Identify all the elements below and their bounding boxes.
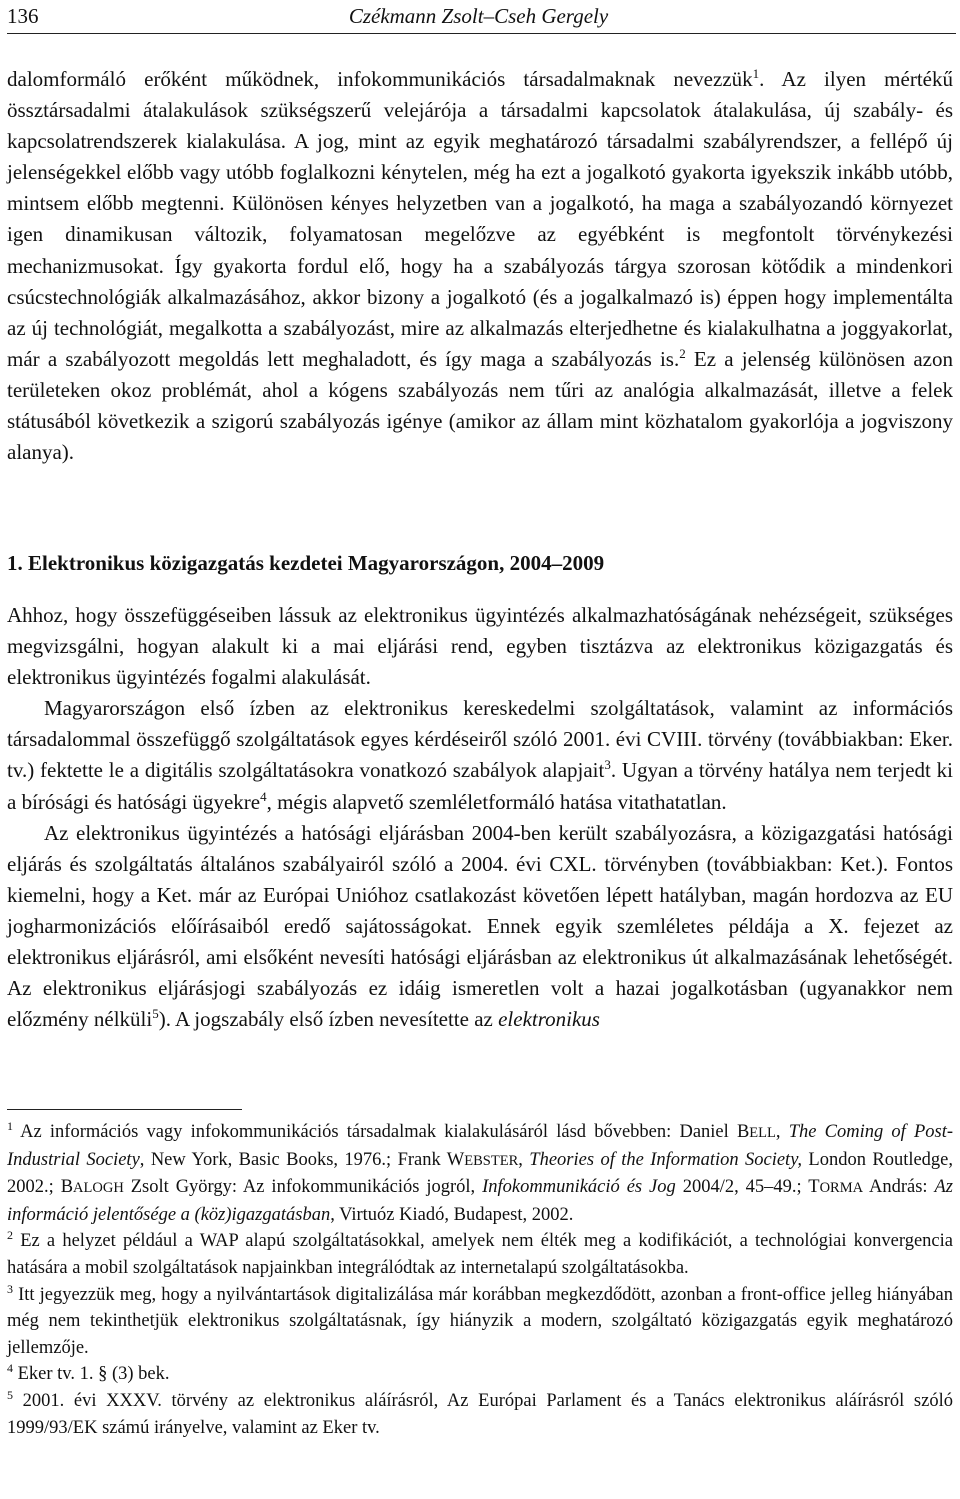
paragraph-3 [7,693,953,817]
footnote-2 [7,1228,953,1281]
footnote-2-number: 2 [7,1228,13,1243]
paragraph-4 [7,818,953,1036]
paragraph-1 [7,64,953,468]
running-title: Czékmann Zsolt–Cseh Gergely [348,4,609,28]
paragraph-1-text-b: . Az ilyen mértékű össztársadalmi átalakulások szükségszerű velejárója a társadalmi kapcsolatok átalakulása, új szabály- és kapcsolatrendszerek kialakulása. A jog, mint az egyik meghatározó társadalmi szabályrendszer, a fellépő új jelenségekkel előbb vagy utóbb foglalkozni kénytelen, még ha ezt a jogalkotó gyakorta igyekszik inkább utóbb, mintsem előbb megtenni. Különösen kényes helyzetben van a jogalkotó, ha maga a szabályozandó környezet igen dinamikusan változik, folyamatosan megelőzve az egyébként is megfontolt törvénykezési mechanizmusokat. Így gyakorta fordul elő, hogy ha a szabályozás tárgya szorosan kötődik a mindenkori csúcstechnológiák alkalmazásához, akkor bizony a jogalkotó (és a jogalkalmazó is) éppen hogy implementálta az új technológiát, megalkotta a szabályozást, mire az alkalmazás elterjedhetne és kialakulhatna a joggyakorlat, már a szabályozott megoldás lett meghaladott, és így maga a szabályozás is. [7,67,953,371]
paragraph-4-text-b: ). A jogszabály első ízben nevesítette az [158,1007,499,1032]
footnote-5 [7,1388,953,1441]
section-body [7,600,953,1035]
footnote-rule [7,1109,242,1110]
journal-title: Infokommunikáció és Jog [482,1177,676,1198]
footnote-1-text: , Virtuóz Kiadó, Budapest, 2002. [330,1204,574,1225]
page-number: 136 [7,4,39,28]
footnote-3 [7,1282,953,1362]
header-rule [7,33,956,34]
footnote-2-text: Ez a helyzet például a WAP alapú szolgáltatásokkal, amelyek nem élték meg a kodifikációt, a technológiai konvergencia hatására a mobil szolgáltatások napjainkban integrálódtak az internetalapú szolgáltatásokba. [7,1231,953,1278]
paragraph-2: Ahhoz, hogy összefüggéseiben lássuk az elektronikus ügyintézés alkalmazhatóságának nehézségeit, szükséges megvizsgálni, hogyan alakult ki a mai eljárási rend, egyben tisztázva az elektronikus közigazgatás és elektronikus ügyintézés fogalmi alakulását. [7,603,953,690]
footnote-ref-1[interactable]: 1 [752,66,760,81]
paragraph-1-text-a: dalomformáló erőként működnek, infokommunikációs társadalmaknak nevezzük [7,67,753,91]
footnote-ref-5[interactable]: 5 [152,1006,159,1022]
page-header [7,4,950,28]
paragraph-1-text-c: Ez a jelenség különösen azon területeken okoz problémát, ahol a kógens szabályozás nem tűri az analógia alkalmazását, illetve a felek státusából következik a szigorú szabályozás igénye (amikor az állam mint közhatalom gyakorlója a jogviszony alanya). [7,346,953,465]
paragraph-3-text-a: Magyarországon első ízben az elektronikus kereskedelmi szolgáltatások, valamint az információs társadalommal összefüggő szolgáltatások egyes kérdéseiről szóló 2001. évi CVIII. törvény (továbbiakban: Eker. tv.) fektette le a digitális szolgáltatásokra vonatkozó szabályok alapjait [7,696,953,783]
author-small-caps: ALOGH [73,1180,124,1197]
footnote-1 [7,1119,953,1228]
footnote-1-number: 1 [7,1119,13,1133]
footnote-1-text: , New York, Basic Books, 1976.; Frank W [139,1149,465,1170]
author-small-caps: ELL [749,1125,776,1141]
footnote-1-text: , [518,1149,530,1170]
footnote-3-number: 3 [7,1281,13,1296]
section-heading: 1. Elektronikus közigazgatás kezdetei Magyarországon, 2004–2009 [7,551,605,575]
paragraph-3-text-c: , mégis alapvető szemléletformáló hatása vitathatatlan. [266,789,727,814]
footnote-5-text: 2001. évi XXXV. törvény az elektronikus aláírásról, Az Európai Parlament és a Tanács elektronikus aláírásról szóló 1999/93/EK számú irányelve, valamint az Eker tv. [7,1390,953,1438]
footnote-ref-4[interactable]: 4 [260,788,267,804]
footnote-1-text: Zsolt György: Az infokommunikációs jogról, [123,1177,483,1198]
footnote-3-text: Itt jegyezzük meg, hogy a nyilvántartások digitalizálása már korábban megkezdődött, azonban a front-office jelleg hiányában még nem tekinthetjük elektronikus szolgáltatásnak, így hiányzik a modern, szolgáltató közigazgatás egyik meghatározó jellemzője. [7,1284,953,1358]
footnote-1-text: London Routledge, 2002.; B [7,1149,954,1198]
paragraph-3-text-b: . Ugyan a törvény hatálya nem terjedt ki a bírósági és hatósági ügyekre [7,758,953,814]
paragraph-4-italic: elektronikus [498,1007,600,1032]
author-small-caps: EBSTER [464,1152,519,1169]
book-title: Theories of the Information Society, [529,1149,803,1170]
book-title: Az információ jelentősége a (köz)igazgatásban [7,1177,953,1225]
footnote-1-text: 2004/2, 45–49.; T [675,1177,820,1198]
footnote-1-text: Az információs vagy infokommunikációs társadalmak kialakulásáról lásd bővebben: Daniel B [13,1122,750,1142]
footnote-ref-3[interactable]: 3 [604,757,611,773]
footnote-ref-2[interactable]: 2 [679,345,686,361]
author-small-caps: ORMA [819,1180,864,1197]
footnote-4-text: Eker tv. 1. § (3) bek. [13,1364,170,1385]
book-title: The Coming of Post-Industrial Society [7,1122,954,1170]
paragraph-4-text-a: Az elektronikus ügyintézés a hatósági eljárásban 2004-ben került szabályozásra, a közigazgatási hatósági eljárás és szolgáltatás általános szabályairól szóló a 2004. évi CXL. törvényben (továbbiakban: Ket.). Fontos kiemelni, hogy a Ket. már az Európai Unióhoz csatlakozást követően lépett hatályban, magán hordozva az EU jogharmonizációs előírásaiból eredő sajátosságokat. Ennek egyik szemléletes példája a X. fejezet az elektronikus eljárásról, ami elsőként nevesíti hatósági eljárásban az elektronikus út alkalmazásának lehetőségét. Az elektronikus eljárásjogi szabályozás ez idáig ismeretlen volt a hazai jogalkotásban (ugyanakkor nem előzmény nélküli [7,820,953,1032]
footnote-1-text: , [775,1122,789,1142]
footnote-4 [7,1361,953,1388]
footnote-1-text: András: [863,1177,935,1198]
footnotes [7,1119,953,1441]
footnote-5-number: 5 [7,1387,13,1402]
footnote-4-number: 4 [7,1361,13,1376]
